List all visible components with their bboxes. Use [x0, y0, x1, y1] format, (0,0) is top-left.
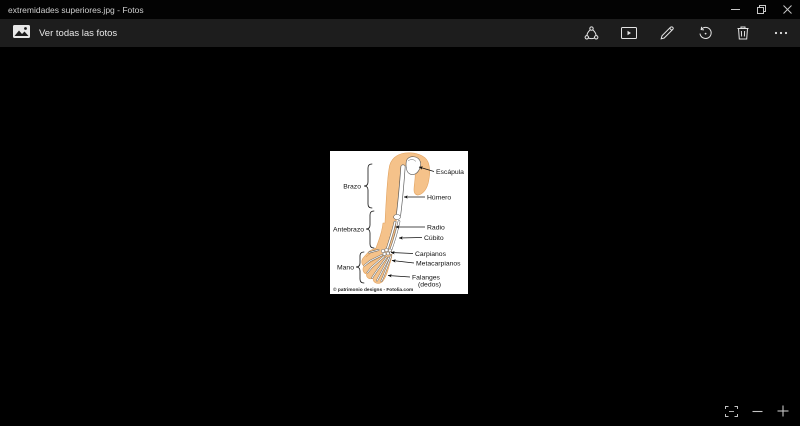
anatomy-photo[interactable]	[330, 151, 468, 294]
restore-button[interactable]	[748, 0, 774, 19]
upper-limb-diagram	[330, 151, 468, 294]
delete-button[interactable]	[724, 19, 762, 47]
label-cubito: Cúbito	[424, 235, 444, 242]
label-humero: Húmero	[427, 194, 452, 202]
zoom-fit-icon	[725, 404, 738, 422]
zoom-out-icon	[752, 404, 763, 422]
zoom-controls	[723, 405, 791, 421]
edit-button[interactable]	[648, 19, 686, 47]
label-antebrazo: Antebrazo	[333, 226, 364, 234]
toolbar-actions	[572, 19, 800, 47]
share-icon	[584, 26, 599, 41]
edit-pencil-icon	[660, 26, 674, 40]
more-button[interactable]	[762, 19, 800, 47]
window-title: extremidades superiores.jpg - Fotos	[8, 4, 144, 15]
cubito-arrow	[399, 238, 422, 239]
close-button[interactable]	[774, 0, 800, 19]
label-falanges: Falanges	[412, 274, 440, 282]
delete-trash-icon	[737, 26, 749, 40]
photos-gallery-icon	[13, 25, 30, 41]
rotate-icon	[698, 26, 713, 41]
minimize-icon	[731, 5, 740, 14]
restore-icon	[757, 5, 766, 14]
label-radio: Radio	[427, 224, 445, 232]
elbow-joint	[394, 214, 401, 219]
label-falanges-dedos: (dedos)	[418, 281, 442, 289]
label-metacarpianos: Metacarpianos	[416, 260, 461, 268]
slideshow-button[interactable]	[610, 19, 648, 47]
toolbar	[0, 19, 800, 47]
see-all-photos-label: Ver todas las fotos	[39, 27, 118, 39]
share-button[interactable]	[572, 19, 610, 47]
more-ellipsis-icon	[774, 31, 788, 35]
zoom-fit-button[interactable]	[723, 405, 739, 421]
minimize-button[interactable]	[722, 0, 748, 19]
zoom-in-button[interactable]	[775, 405, 791, 421]
slideshow-icon	[621, 27, 637, 39]
label-escapula: Escápula	[436, 169, 464, 176]
zoom-in-icon	[777, 404, 789, 422]
caption-buttons	[722, 0, 800, 19]
image-credit: © patrimonio designs - Fotolia.com	[333, 288, 414, 293]
see-all-photos-button[interactable]	[0, 19, 117, 47]
photo-viewer-canvas	[0, 47, 800, 426]
label-carpianos: Carpianos	[415, 251, 446, 258]
rotate-button[interactable]	[686, 19, 724, 47]
titlebar	[0, 0, 800, 19]
zoom-out-button[interactable]	[749, 405, 765, 421]
close-icon	[783, 5, 792, 14]
label-mano: Mano	[336, 264, 354, 272]
label-brazo: Brazo	[343, 183, 361, 191]
